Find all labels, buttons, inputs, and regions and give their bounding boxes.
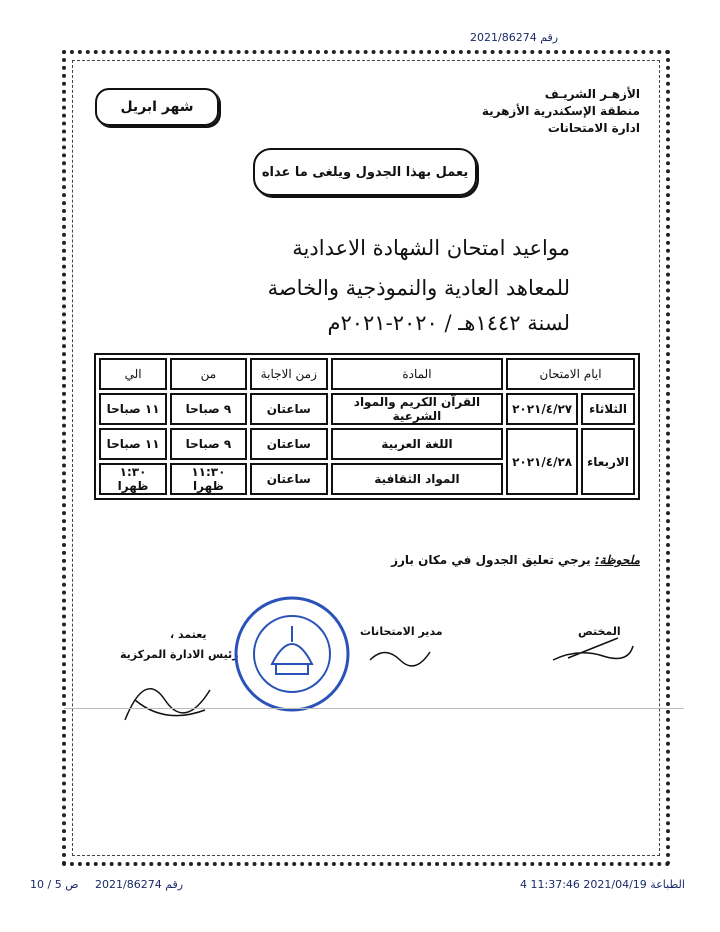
from-cell: ١١:٣٠ ظهرا [170, 463, 247, 495]
approve-label: يعتمد ، [170, 628, 207, 641]
director-signature-label: مدير الامتحانات [360, 625, 443, 638]
validity-note: يعمل بهذا الجدول ويلغى ما عداه [253, 148, 477, 196]
head-signature [115, 660, 225, 730]
subject-cell: القرآن الكريم والمواد الشرعية [331, 393, 503, 425]
specialist-signature-label: المختص [578, 625, 621, 638]
footer-document-number: رقم 2021/86274 [95, 878, 184, 891]
table-row [99, 428, 635, 460]
duration-cell: ساعتان [250, 428, 328, 460]
title-line-3: لسنة ١٤٤٢هـ / ٢٠٢٠-٢٠٢١م [327, 311, 570, 335]
from-cell: ٩ صباحا [170, 428, 247, 460]
header-subject: المادة [331, 358, 503, 390]
day-cell: الاربعاء [581, 428, 635, 495]
head-signature-label: رئيس الادارة المركزية [120, 648, 239, 661]
subject-cell: المواد الثقافية [331, 463, 503, 495]
date-cell: ٢٠٢١/٤/٢٨ [506, 428, 578, 495]
divider [64, 708, 684, 709]
note-line [390, 553, 640, 567]
duration-cell: ساعتان [250, 463, 328, 495]
exam-schedule-table [94, 353, 640, 500]
official-stamp [232, 594, 352, 714]
table-header-row [99, 358, 635, 390]
header-exam-days: ايام الامتحان [506, 358, 635, 390]
note-text: يرجي تعليق الجدول في مكان بارز [391, 553, 595, 567]
note-label: ملحوظة: [594, 553, 640, 567]
director-signature [365, 640, 435, 670]
header-from: من [170, 358, 247, 390]
title-line-1: مواعيد امتحان الشهادة الاعدادية [292, 236, 570, 260]
month-label: شهر ابريل [95, 88, 219, 126]
specialist-signature [548, 628, 638, 668]
from-cell: ٩ صباحا [170, 393, 247, 425]
table-row [99, 393, 635, 425]
date-cell: ٢٠٢١/٤/٢٧ [506, 393, 578, 425]
header-to: الي [99, 358, 167, 390]
header-line-2: منطقة الإسكندرية الأزهرية [481, 104, 640, 118]
header-duration: زمن الاجابة [250, 358, 328, 390]
institution-header [470, 86, 640, 137]
day-cell: الثلاثاء [581, 393, 635, 425]
to-cell: ١:٣٠ ظهرا [99, 463, 167, 495]
duration-cell: ساعتان [250, 393, 328, 425]
header-line-3: ادارة الامتحانات [547, 121, 640, 135]
to-cell: ١١ صباحا [99, 428, 167, 460]
footer-page-number: ص 5 / 10 [30, 878, 79, 891]
document-number: رقم 2021/86274 [470, 31, 559, 44]
to-cell: ١١ صباحا [99, 393, 167, 425]
subject-cell: اللغة العربية [331, 428, 503, 460]
footer-print-info: الطباعة 2021/04/19 11:37:46 4 [520, 878, 685, 891]
header-line-1: الأزهـر الشريـف [544, 87, 640, 101]
title-line-2: للمعاهد العادية والنموذجية والخاصة [267, 276, 570, 300]
